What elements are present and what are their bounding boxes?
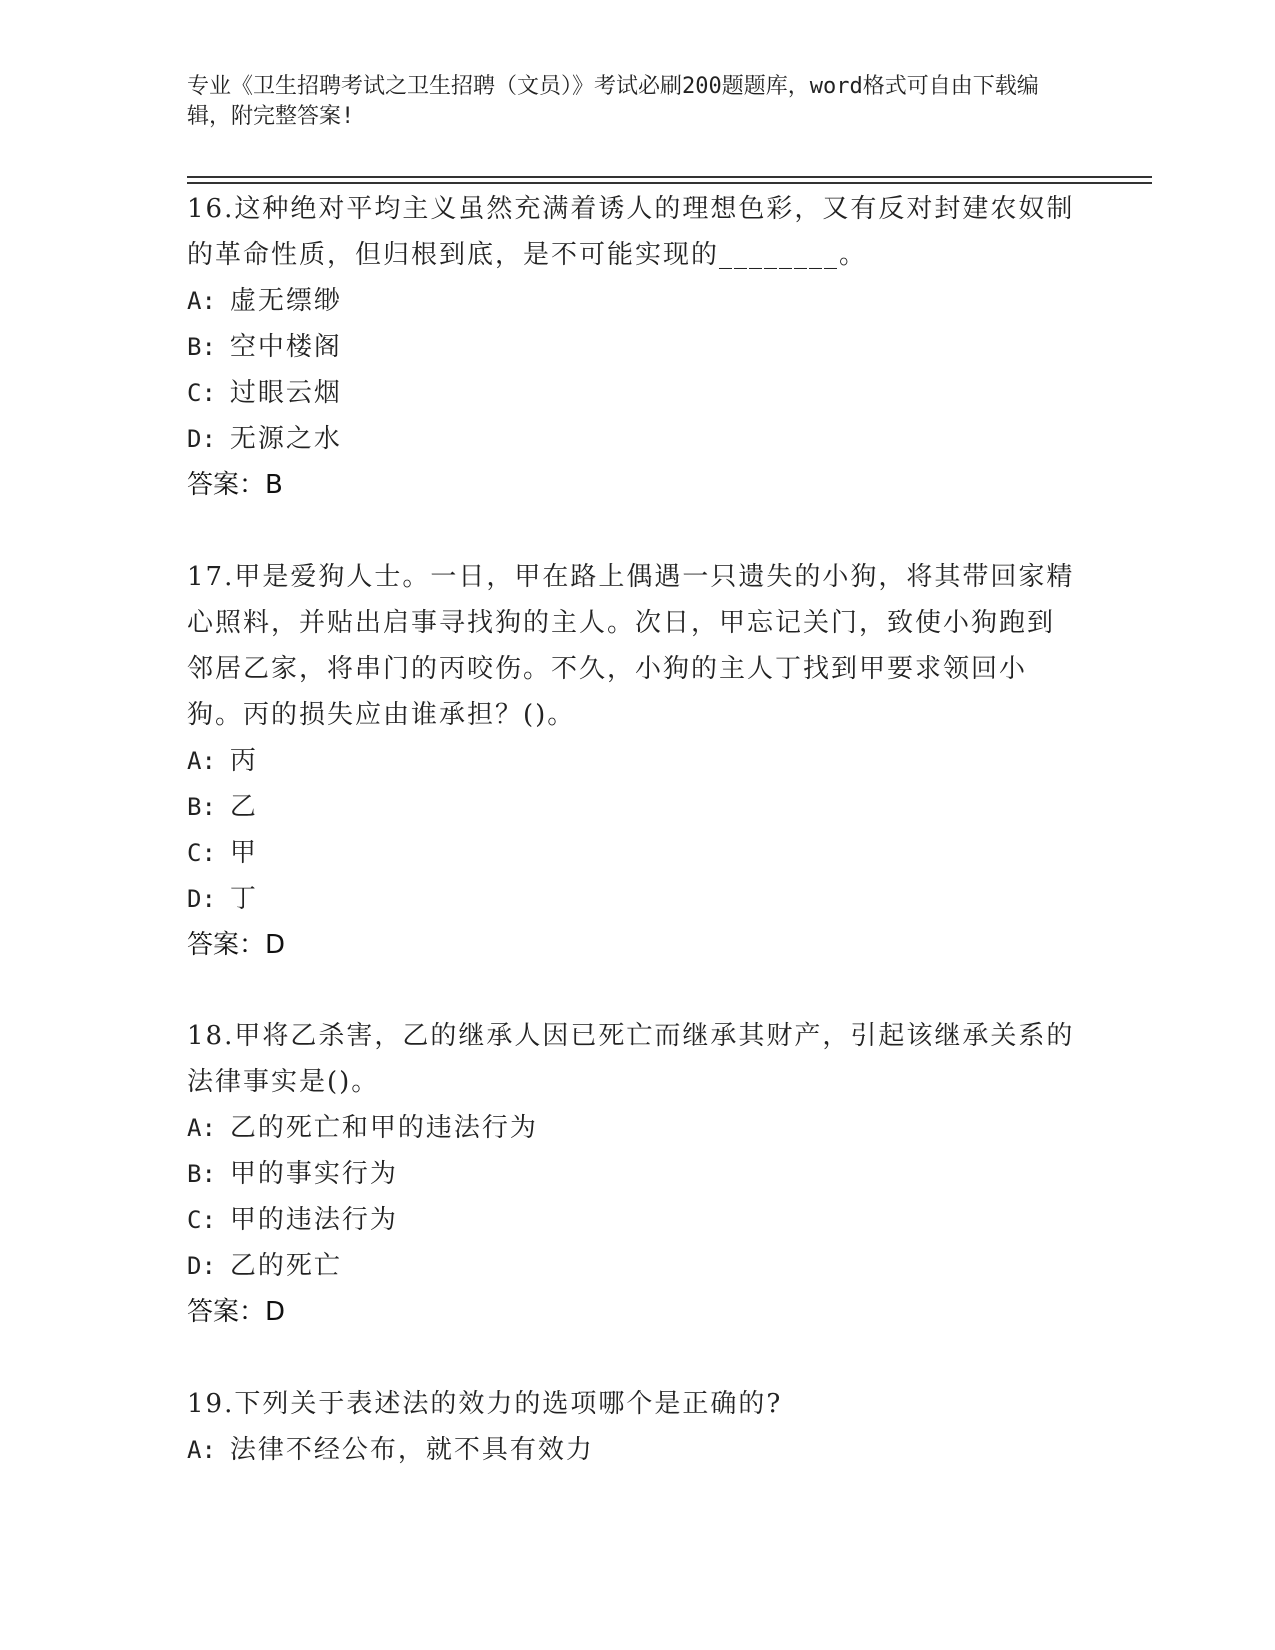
option-text: 乙的死亡和甲的违法行为	[229, 1113, 538, 1143]
option-a	[187, 1105, 1077, 1151]
option-key: A:	[187, 287, 216, 315]
option-c	[187, 370, 1077, 416]
question-19	[187, 1381, 1077, 1473]
option-key: B:	[187, 1160, 216, 1188]
question-stem: 16.这种绝对平均主义虽然充满着诱人的理想色彩，又有反对封建农奴制的革命性质，但归根到底，是不可能实现的________。	[187, 194, 1075, 270]
option-text: 过眼云烟	[229, 378, 342, 408]
option-text: 虚无缥缈	[229, 286, 342, 316]
question-18	[187, 1013, 1077, 1335]
document-header: 专业《卫生招聘考试之卫生招聘（文员）》考试必刷200题题库，word格式可自由下载编辑，附完整答案!	[187, 74, 1039, 129]
option-d	[187, 416, 1077, 462]
header-rule-bottom	[187, 182, 1152, 184]
option-b	[187, 324, 1077, 370]
option-key: C:	[187, 1206, 216, 1234]
option-key: C:	[187, 379, 216, 407]
option-b	[187, 1151, 1077, 1197]
option-text: 乙	[229, 792, 258, 822]
question-stem: 18.甲将乙杀害，乙的继承人因已死亡而继承其财产，引起该继承关系的法律事实是()。	[187, 1021, 1075, 1097]
option-d	[187, 876, 1077, 922]
answer-line: 答案：D	[187, 1297, 286, 1327]
option-text: 法律不经公布，就不具有效力	[229, 1435, 594, 1465]
option-key: A:	[187, 1114, 216, 1142]
question-stem: 17.甲是爱狗人士。一日，甲在路上偶遇一只遗失的小狗，将其带回家精心照料，并贴出启事寻找狗的主人。次日，甲忘记关门，致使小狗跑到邻居乙家，将串门的丙咬伤。不久，小狗的主人丁找到甲要求领回小狗。丙的损失应由谁承担？()。	[187, 562, 1075, 730]
header-rule-top	[187, 176, 1152, 178]
option-text: 无源之水	[229, 424, 342, 454]
option-c	[187, 1197, 1077, 1243]
option-a	[187, 738, 1077, 784]
option-key: D:	[187, 885, 216, 913]
question-stem: 19.下列关于表述法的效力的选项哪个是正确的?	[187, 1389, 783, 1419]
option-text: 甲的事实行为	[229, 1159, 398, 1189]
option-a	[187, 1427, 1077, 1473]
option-key: B:	[187, 793, 216, 821]
question-17	[187, 554, 1077, 968]
answer-line: 答案：B	[187, 470, 283, 500]
option-text: 甲的违法行为	[229, 1205, 398, 1235]
question-16	[187, 186, 1077, 508]
option-text: 乙的死亡	[229, 1251, 342, 1281]
option-key: A:	[187, 747, 216, 775]
option-d	[187, 1243, 1077, 1289]
option-c	[187, 830, 1077, 876]
answer-line: 答案：D	[187, 930, 286, 960]
option-text: 丁	[229, 884, 258, 914]
option-text: 空中楼阁	[229, 332, 342, 362]
option-key: C:	[187, 839, 216, 867]
option-key: D:	[187, 425, 216, 453]
option-key: A:	[187, 1436, 216, 1464]
option-a	[187, 278, 1077, 324]
option-text: 丙	[229, 746, 258, 776]
option-key: D:	[187, 1252, 216, 1280]
option-b	[187, 784, 1077, 830]
option-text: 甲	[229, 838, 258, 868]
option-key: B:	[187, 333, 216, 361]
